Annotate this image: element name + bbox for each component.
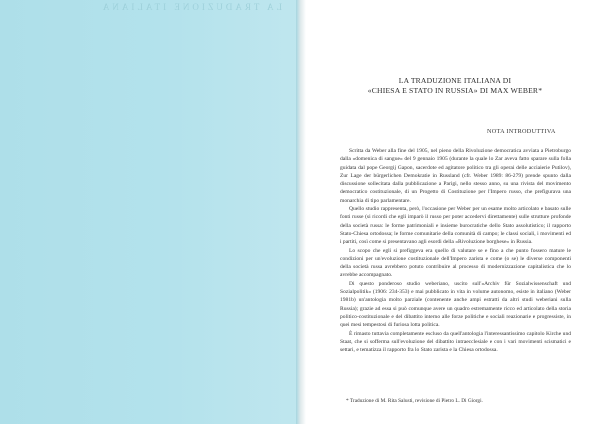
paragraph-2: Quello studio rappresenta, però, l'occasione per Weber per un esame molto articolato e basato sulle fonti russe (si ricordi che egli imparò il russo per poter accedervi direttamente) sulle strutture profonde della società russa: le forme patrimoniali e insieme burocratiche dello Stato assolutistico; il rapporto Stato-Chiesa ortodossa; le forme comunitarie della comunità di campo; le classi sociali, i movimenti ed i partiti, così come si presentavano agli esordi della «Rivoluzione borghese» in Russia. <box>340 206 571 246</box>
body-text <box>340 147 571 354</box>
chapter-title <box>330 76 580 95</box>
chapter-title-line-2: «CHIESA E STATO IN RUSSIA» DI MAX WEBER* <box>367 85 543 95</box>
left-page <box>0 0 298 424</box>
section-label: NOTA INTRODUTTIVA <box>487 128 556 135</box>
bleed-through-text: LA TRADUZIONE ITALIANA <box>99 2 282 12</box>
paragraph-3: Lo scopo che egli si prefiggeva era quello di valutare se e fino a che punto fossero mature le condizioni per un'evoluzione costituzionale dell'Impero zarista e come (o se) le diverse componenti della società russa avrebbero potuto contribuire al processo di modernizzazione capitalistica che lo avrebbe accompagnato. <box>340 247 571 279</box>
paragraph-1: Scritta da Weber alla fine del 1905, nel pieno della Rivoluzione democratica avviata a Pietroburgo dalla «domenica di sangue» del 9 gennaio 1905 (durante la quale lo Zar aveva fatto sparare sulla folla guidata dal pope Georgij Gapon, sacerdote ed agitatore politico tra gli operai delle acciaierie Putilov), Zur Lage der bürgerlichen Demokratie in Russland (cfr. Weber 1989: 86-279) prende spunto dalla discussione sollecitata dalla pubblicazione a Parigi, nello stesso anno, su una rivista del movimento democratico costituzionale, di un Progetto di Costituzione per l'Impero russo, che prefigurava una monarchia di tipo parlamentare. <box>340 148 571 204</box>
chapter-title-line-1: LA TRADUZIONE ITALIANA DI <box>398 76 512 85</box>
paragraph-5: È rimasto tuttavia completamente escluso da quell'antologia l'interessantissimo capitolo Kirche und Staat, che si sofferma sull'evoluzione del dibattito intraecclesiale e con i vari movimenti scismatici e settari, e tematizza il rapporto fra lo Stato zarista e la Chiesa ortodossa. <box>340 330 571 354</box>
footnote: * Traduzione di M. Rita Salusti, revisione di Pietro L. Di Giorgi. <box>346 398 483 404</box>
page-gutter <box>296 0 306 424</box>
paragraph-4: Di questo ponderoso studio weberiano, uscito sull'«Archiv für Sozialwissenschaft und Sozialpolitik» (1906: 234-353) e mai pubblicato in vita in volume autonomo, esiste in italiano (Weber 1981b) un'antologia molto parziale (contenente anche ampi estratti da altri studi weberiani sulla Russia); grazie ad essa si può comunque avere un quadro estremamente ricco ed articolato della storia politico-costituzionale e del dibattito interno alle forze politiche e sociali reazionarie e progressiste, in quei mesi tempestosi di furiosa lotta politica. <box>340 280 571 329</box>
